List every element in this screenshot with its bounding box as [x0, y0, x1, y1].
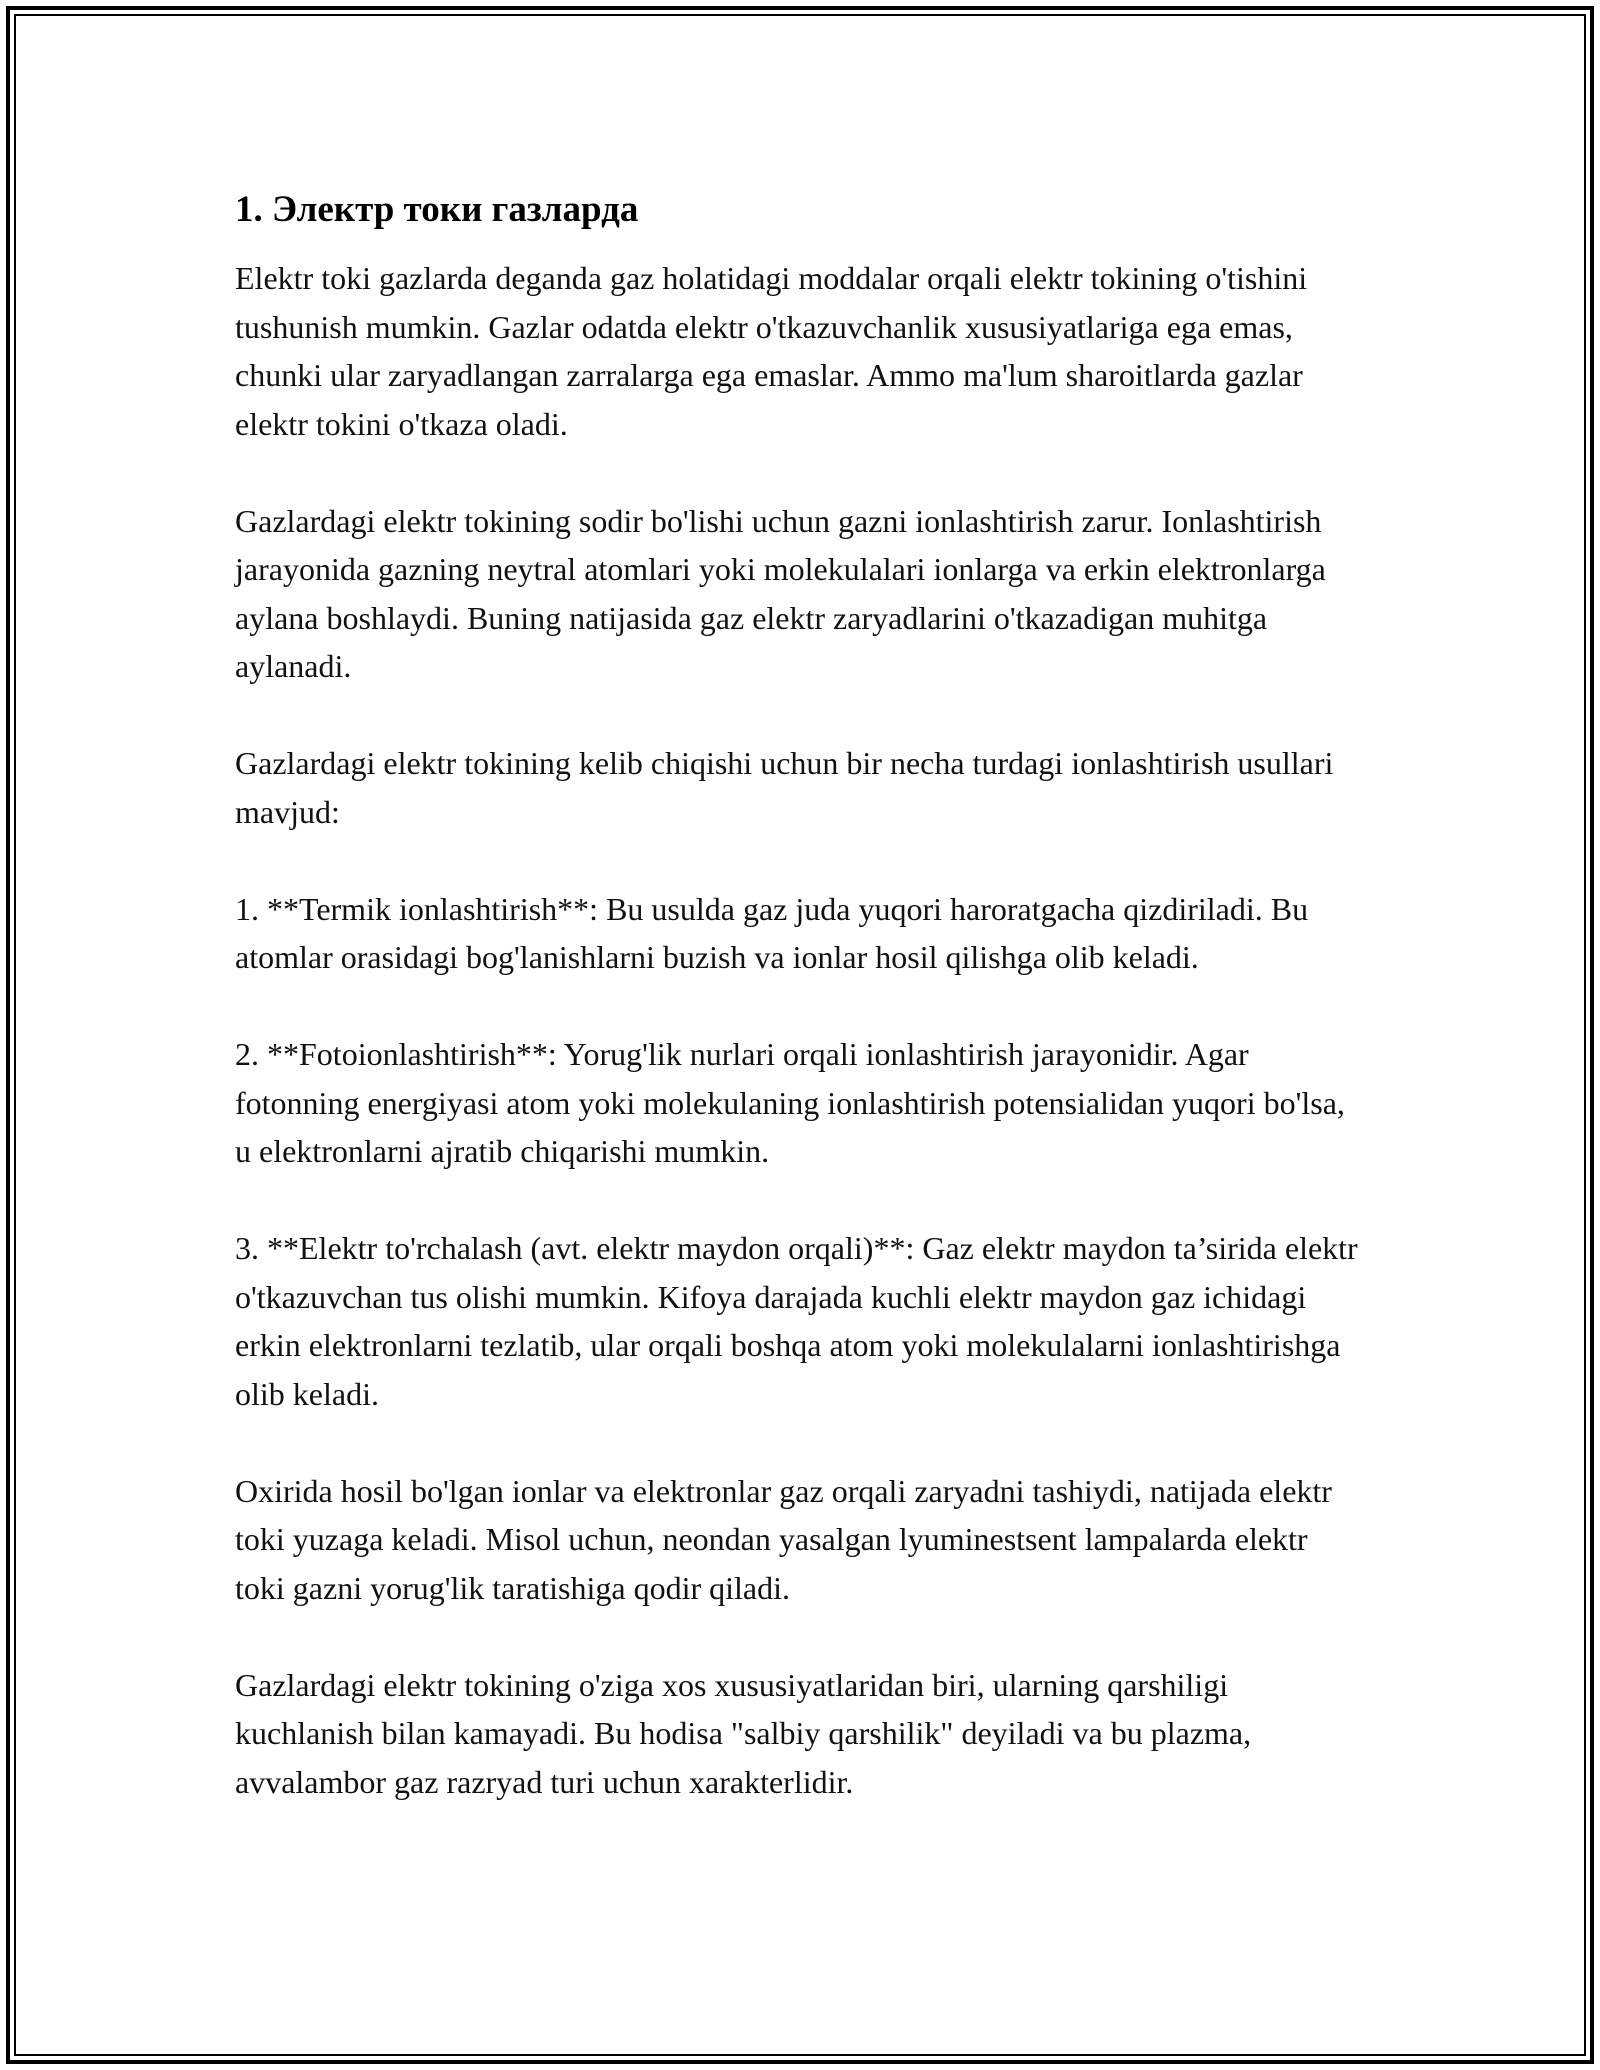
paragraph-methods-intro: Gazlardagi elektr tokining kelib chiqishi uchun bir necha turdagi ionlashtirish usullari mavjud: [235, 745, 1334, 830]
paragraph-negative-resistance: Gazlardagi elektr tokining o'ziga xos xususiyatlaridan biri, ularning qarshiligi kuchlanish bilan kamayadi. Bu hodisa "salbiy qarshilik" deyiladi va bu plazma, avvalambor gaz razryad turi uchun xarakterlidir. [235, 1666, 1252, 1800]
paragraph-ionization: Gazlardagi elektr tokining sodir bo'lishi uchun gazni ionlashtirish zarur. Ionlashtirish jarayonida gazning neytral atomlari yoki molekulalari ionlarga va erkin elektronlarga aylana boshlaydi. Buning natijasida gaz elektr zaryadlarini o'tkazadigan muhitga aylanadi. [235, 502, 1326, 684]
list-item-thermal: 1. **Termik ionlashtirish**: Bu usulda gaz juda yuqori haroratgacha qizdiriladi. Bu atomlar orasidagi bog'lanishlarni buzish va ionlar hosil qilishga olib keladi. [235, 890, 1309, 975]
list-item-photo: 2. **Fotoionlashtirish**: Yorug'lik nurlari orqali ionlashtirish jarayonidir. Agar fotonning energiyasi atom yoki molekulaning ionlashtirish potensialidan yuqori bo'lsa, u elektronlarni ajratib chiqarishi mumkin. [235, 1036, 1345, 1169]
list-item-field: 3. **Elektr to'rchalash (avt. elektr maydon orqali)**: Gaz elektr maydon ta’sirida elektr o'tkazuvchan tus olishi mumkin. Kifoya darajada kuchli elektr maydon gaz ichidagi erkin elektronlarni tezlatib, ular orqali boshqa atom yoki molekulalarni ionlashtirishga olib keladi. [235, 1230, 1358, 1412]
document-body [235, 186, 1365, 1855]
paragraph-conclusion: Oxirida hosil bo'lgan ionlar va elektronlar gaz orqali zaryadni tashiydi, natijada elektr toki yuzaga keladi. Misol uchun, neondan yasalgan lyuminestsent lampalarda elektr toki gazni yorug'lik taratishiga qodir qiladi. [235, 1472, 1332, 1606]
paragraph-intro: Elektr toki gazlarda deganda gaz holatidagi moddalar orqali elektr tokining o'tishini tushunish mumkin. Gazlar odatda elektr o'tkazuvchanlik xususiyatlariga ega emas, chunki ular zaryadlangan zarralarga ega emaslar. Ammo ma'lum sharoitlarda gazlar elektr tokini o'tkaza oladi. [235, 260, 1308, 442]
page-title: 1. Электр токи газларда [235, 189, 639, 230]
